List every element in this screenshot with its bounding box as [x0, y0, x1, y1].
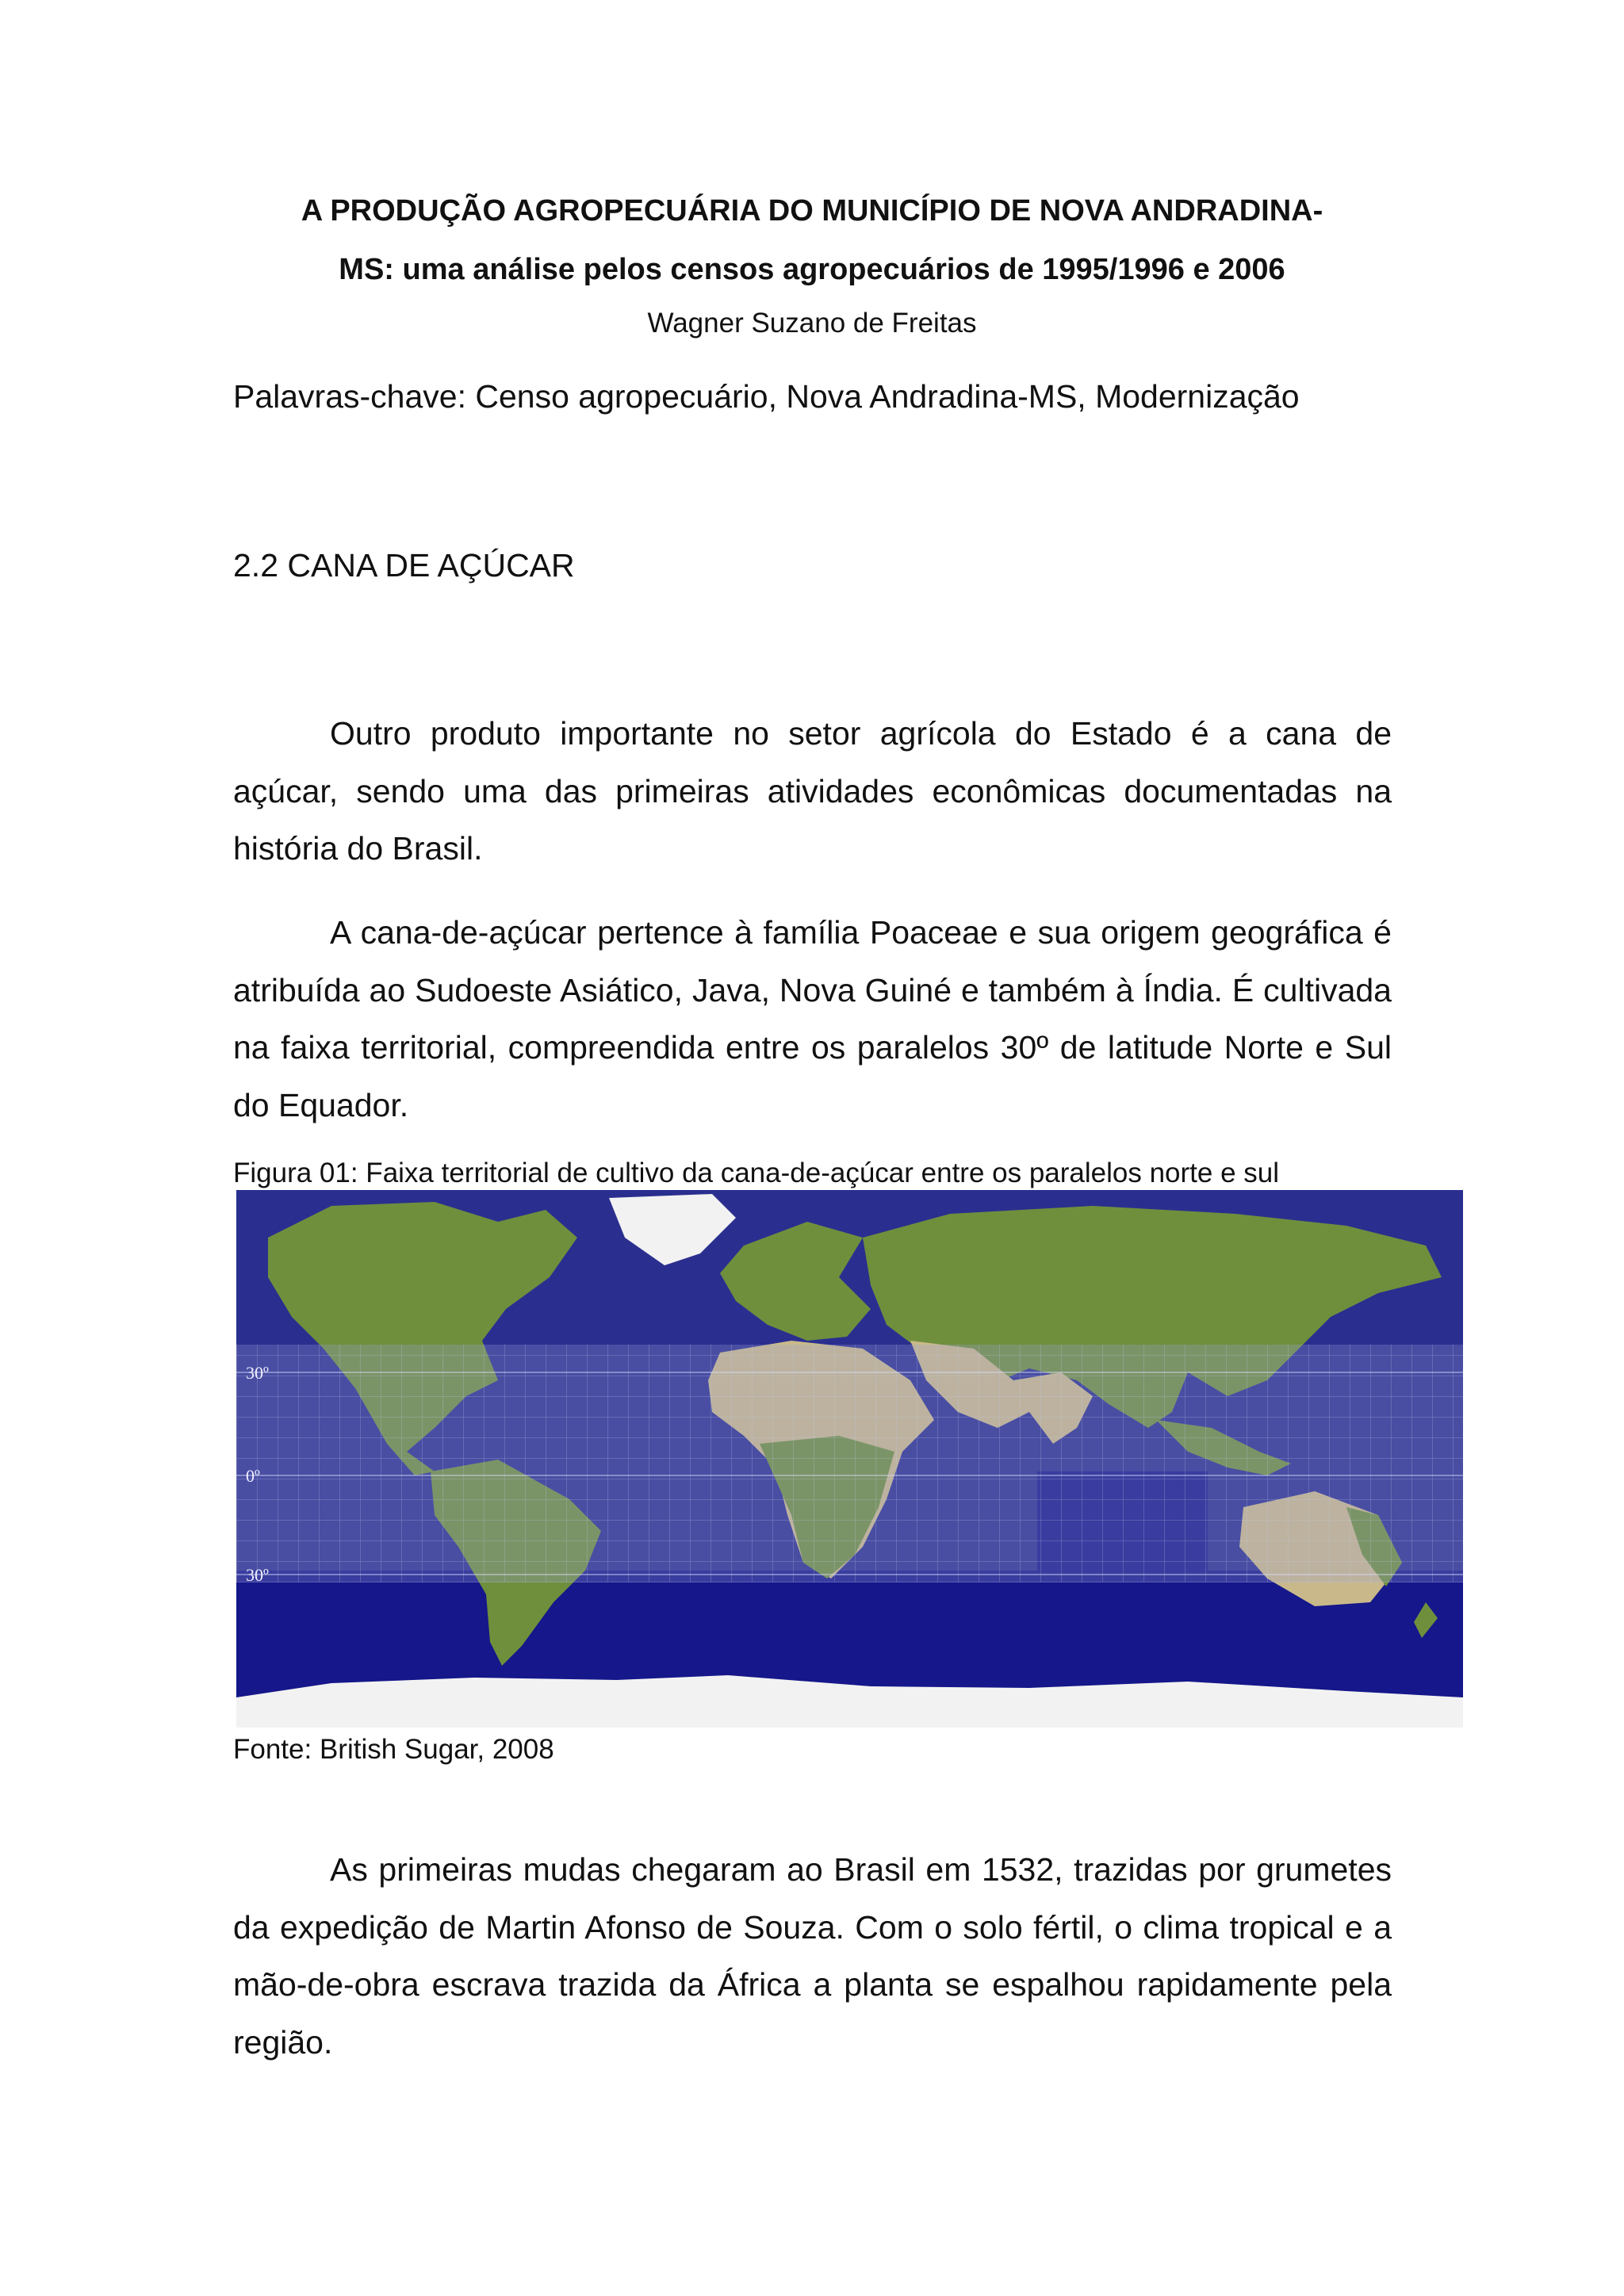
- band-grid: [236, 1345, 1463, 1582]
- paragraph-3: As primeiras mudas chegaram ao Brasil em 1532, trazidas por grumetes da expedição de Martin Afonso de Souza. Com o solo fértil, o clima tropical e a mão-de-obra escrava trazida da África a planta se espalhou rapidamente pela região.: [233, 1851, 1392, 2061]
- keywords: Palavras-chave: Censo agropecuário, Nova Andradina-MS, Modernização: [233, 378, 1300, 415]
- title-line-1: A PRODUÇÃO AGROPECUÁRIA DO MUNICÍPIO DE NOVA ANDRADINA-: [301, 194, 1323, 228]
- label-30-north: 30º: [246, 1363, 269, 1383]
- paragraph-2: A cana-de-açúcar pertence à família Poaceae e sua origem geográfica é atribuída ao Sudoeste Asiático, Java, Nova Guiné e também à Índia. É cultivada na faixa territorial, compreendida entre os paralelos 30º de latitude Norte e Sul do Equador.: [233, 914, 1392, 1123]
- figure-caption: Figura 01: Faixa territorial de cultivo da cana-de-açúcar entre os paralelos norte e sul: [233, 1158, 1280, 1188]
- paragraph-1: Outro produto importante no setor agrícola do Estado é a cana de açúcar, sendo uma das primeiras atividades econômicas documentadas na história do Brasil.: [233, 715, 1392, 867]
- section-heading: 2.2 CANA DE AÇÚCAR: [233, 547, 575, 584]
- figure-source: Fonte: British Sugar, 2008: [233, 1734, 554, 1765]
- label-equator: 0º: [246, 1466, 260, 1486]
- author: Wagner Suzano de Freitas: [647, 308, 977, 339]
- label-30-south: 30º: [246, 1565, 269, 1585]
- world-map-figure: [236, 1190, 1463, 1728]
- title-line-2: MS: uma análise pelos censos agropecuários de 1995/1996 e 2006: [339, 253, 1285, 286]
